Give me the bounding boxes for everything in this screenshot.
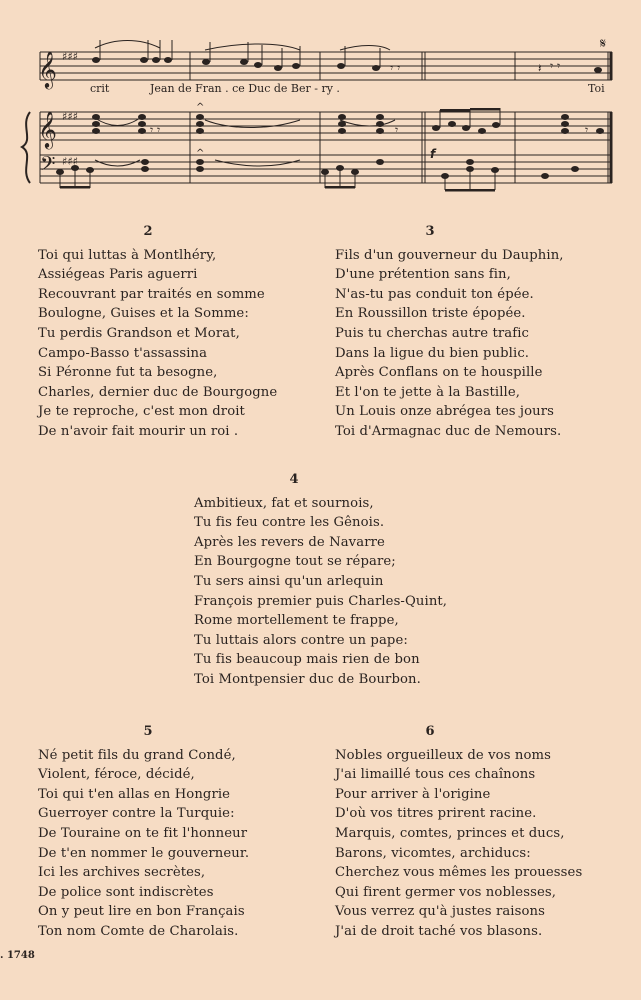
piano-treble-staff	[40, 112, 612, 140]
verse-line: Toi qui t'en allas en Hongrie	[38, 786, 231, 802]
verse-5	[38, 722, 308, 942]
verse-line: Violent, féroce, décidé,	[38, 767, 195, 783]
verse-line: Puis tu cherchas autre trafic	[335, 325, 530, 341]
svg-text:^: ^	[196, 102, 205, 113]
verse-line: Campo-Basso t'assassina	[38, 345, 208, 361]
segno-icon: 𝄋	[600, 36, 607, 52]
verse-line: Toi d'Armagnac duc de Nemours.	[335, 423, 562, 439]
verse-line: Guerroyer contre la Turquie:	[38, 806, 235, 822]
verse-line: En Roussillon triste épopée.	[335, 306, 526, 322]
svg-text:𝄾 𝄾: 𝄾 𝄾	[390, 61, 401, 75]
verse-line: Je te reproche, c'est mon droit	[38, 404, 245, 420]
verse-line: Ici les archives secrètes,	[38, 865, 206, 881]
verse-line: Après Conflans on te houspille	[335, 365, 543, 381]
verse-line: Vous verrez qu'à justes raisons	[335, 904, 545, 920]
verse-number: 4	[289, 472, 299, 487]
verse-line: François premier puis Charles-Quint,	[194, 593, 448, 609]
verse-line: Rome mortellement te frappe,	[194, 613, 399, 629]
verse-line: Tu fis feu contre les Gênois.	[194, 515, 385, 531]
svg-text:𝄽: 𝄽	[538, 61, 542, 75]
verse-line: Tu fis beaucoup mais rien de bon	[194, 652, 420, 668]
verse-line: De police sont indiscrètes	[38, 884, 214, 900]
verse-number: 6	[425, 724, 435, 739]
treble-clef-piano: 𝄞	[38, 110, 57, 148]
verse-number: 5	[143, 724, 153, 739]
svg-text:♯♯♯: ♯♯♯	[62, 110, 78, 123]
svg-text:𝄾: 𝄾	[585, 123, 589, 137]
verse-line: D'où vos titres prirent racine.	[335, 806, 537, 822]
verse-line: Cherchez vous mêmes les prouesses	[335, 865, 583, 881]
verse-number: 3	[425, 224, 435, 239]
verse-line: En Bourgogne tout se répare;	[194, 554, 396, 570]
verse-line: On y peut lire en bon Français	[38, 904, 245, 920]
verse-line: Après les revers de Navarre	[194, 534, 385, 550]
verse-line: De n'avoir fait mourir un roi .	[38, 423, 239, 439]
verse-line: Boulogne, Guises et la Somme:	[38, 306, 249, 322]
verse-line: De t'en nommer le gouverneur.	[38, 845, 250, 861]
verse-line: Tu perdis Grandson et Morat,	[38, 325, 240, 341]
verse-line: De Touraine on te fit l'honneur	[38, 825, 248, 841]
verse-line: J'ai limaillé tous ces chaînons	[335, 767, 536, 783]
piano-bass-staff	[40, 155, 612, 183]
verse-6	[335, 722, 615, 942]
verse-number: 2	[143, 224, 153, 239]
music-score	[0, 0, 641, 200]
verse-line: Né petit fils du grand Condé,	[38, 747, 236, 763]
verse-3	[335, 222, 615, 442]
verse-line: Nobles orgueilleux de vos noms	[335, 747, 551, 763]
svg-text:♯♯♯: ♯♯♯	[62, 155, 78, 168]
verse-line: Recouvrant par traités en somme	[38, 286, 265, 302]
verse-line: Fils d'un gouverneur du Dauphin,	[335, 247, 564, 263]
lyrics-row	[0, 82, 641, 100]
svg-text:f: f	[430, 147, 436, 161]
svg-text:𝄾 𝄾: 𝄾 𝄾	[150, 123, 161, 137]
verse-line: Qui firent germer vos noblesses,	[335, 884, 557, 900]
lyric-syllable: Toi	[588, 82, 605, 95]
verse-line: Assiégeas Paris aguerri	[38, 267, 198, 283]
verse-line: Et l'on te jette à la Bastille,	[335, 384, 521, 400]
verse-line: Dans la ligue du bien public.	[335, 345, 530, 361]
svg-text:𝄾: 𝄾	[395, 123, 399, 137]
verse-2	[38, 222, 308, 442]
svg-text:♯♯♯: ♯♯♯	[62, 50, 78, 63]
verse-line: J'ai de droit taché vos blasons.	[335, 923, 543, 939]
verse-line: Tu sers ainsi qu'un arlequin	[194, 573, 384, 589]
voice-staff	[40, 52, 612, 80]
verse-4	[194, 470, 484, 690]
verse-line: Ton nom Comte de Charolais.	[38, 923, 239, 939]
verse-line: Un Louis onze abrégea tes jours	[335, 404, 555, 420]
lyric-syllable: crit	[90, 82, 110, 95]
verse-line: D'une prétention sans fin,	[335, 267, 511, 283]
verse-line: Pour arriver à l'origine	[335, 786, 491, 802]
verse-line: Tu luttais alors contre un pape:	[194, 632, 408, 648]
verse-line: N'as-tu pas conduit ton épée.	[335, 286, 534, 302]
verse-line: Charles, dernier duc de Bourgogne	[38, 384, 278, 400]
plate-number: . 1748	[0, 950, 35, 961]
svg-text:𝄾 𝄾: 𝄾 𝄾	[550, 59, 561, 73]
verse-line: Marquis, comtes, princes et ducs,	[335, 825, 565, 841]
verse-line: Toi qui luttas à Montlhéry,	[38, 247, 217, 263]
verse-line: Si Péronne fut ta besogne,	[38, 365, 218, 381]
verse-line: Toi Montpensier duc de Bourbon.	[194, 671, 421, 687]
verse-line: Ambitieux, fat et sournois,	[194, 495, 374, 511]
svg-text:^: ^	[196, 148, 205, 159]
lyric-syllable: Jean de Fran . ce Duc de Ber - ry .	[150, 82, 340, 95]
verse-line: Barons, vicomtes, archiducs:	[335, 845, 531, 861]
treble-clef-voice: 𝄞	[38, 50, 57, 88]
bass-clef: 𝄢	[40, 152, 56, 180]
